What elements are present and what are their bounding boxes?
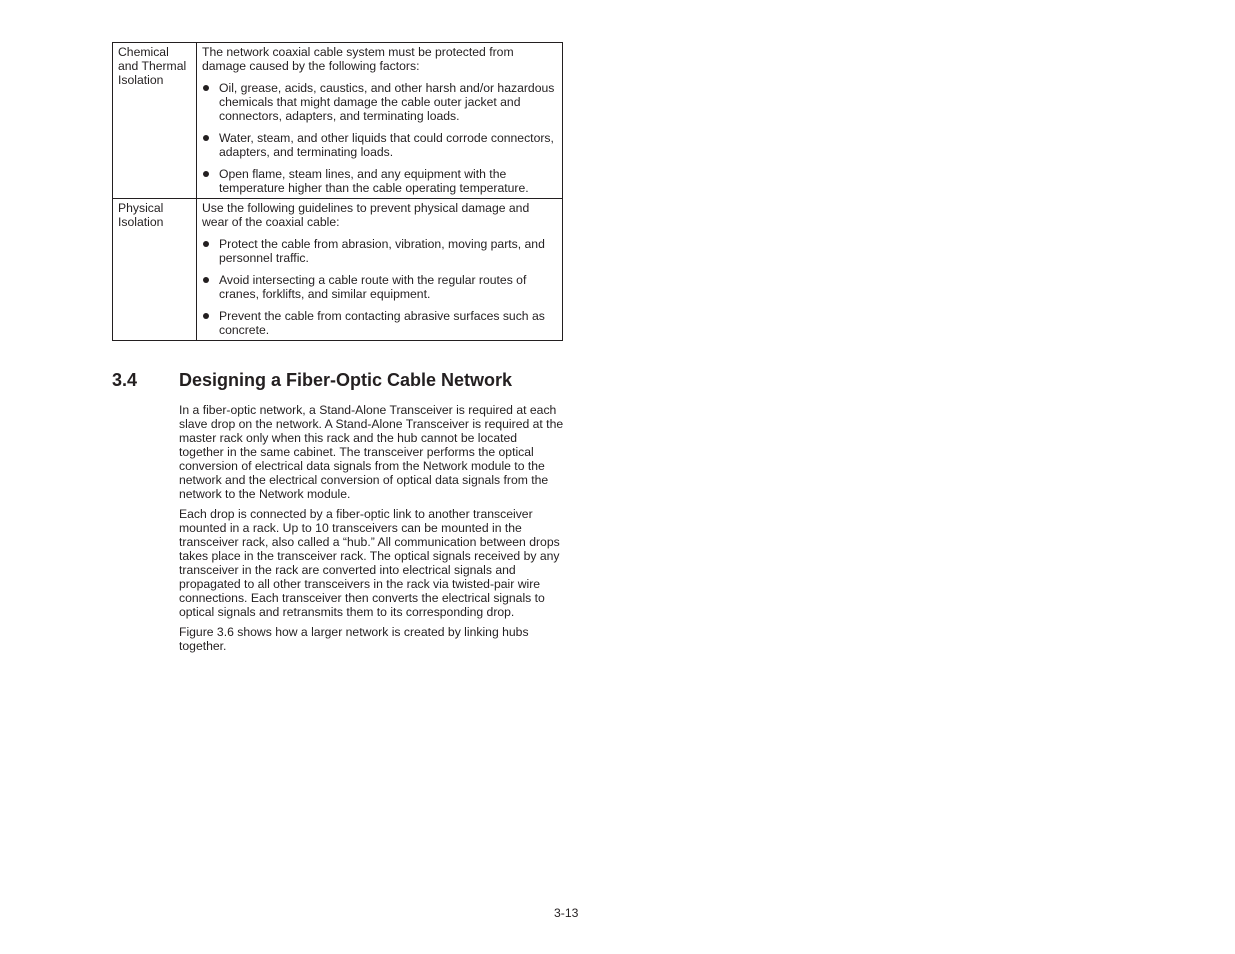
bullet-text: Open flame, steam lines, and any equipment with the temperature higher than the cable operating temperature. bbox=[219, 167, 529, 195]
bullet-text: Water, steam, and other liquids that could corrode connectors, adapters, and terminating loads. bbox=[219, 131, 554, 159]
bullet-text: Prevent the cable from contacting abrasive surfaces such as concrete. bbox=[219, 309, 545, 337]
bullet-icon bbox=[203, 241, 209, 247]
paragraph: In a fiber-optic network, a Stand-Alone Transceiver is required at each slave drop on the network. A Stand-Alone Transceiver is required at the master rack only when this rack and the hub cannot be located together in the same cabinet. The transceiver performs the optical conversion of electrical data signals from the Network module to the network and the electrical conversion of optical data signals from the network to the Network module. bbox=[179, 403, 564, 501]
bullet-icon bbox=[203, 277, 209, 283]
row-label-chemical-thermal: Chemical and Thermal Isolation bbox=[113, 43, 197, 199]
bullet-icon bbox=[203, 313, 209, 319]
bullet-item bbox=[202, 167, 556, 195]
bullet-item bbox=[202, 237, 556, 265]
bullet-item bbox=[202, 309, 556, 337]
bullet-icon bbox=[203, 85, 209, 91]
page-number: 3-13 bbox=[554, 906, 579, 920]
bullet-text: Avoid intersecting a cable route with the regular routes of cranes, forklifts, and similar equipment. bbox=[219, 273, 527, 301]
row-content-chemical-thermal bbox=[197, 43, 563, 199]
bullet-item bbox=[202, 273, 556, 301]
paragraph: Figure 3.6 shows how a larger network is created by linking hubs together. bbox=[179, 625, 529, 653]
table-row-chemical-thermal bbox=[113, 43, 563, 199]
bullet-icon bbox=[203, 135, 209, 141]
bullet-item bbox=[202, 81, 556, 123]
bullet-text: Protect the cable from abrasion, vibration, moving parts, and personnel traffic. bbox=[219, 237, 545, 265]
row-content-physical bbox=[197, 199, 563, 341]
isolation-table bbox=[112, 42, 563, 341]
bullet-list-chemical-thermal bbox=[202, 81, 556, 195]
paragraph: Each drop is connected by a fiber-optic link to another transceiver mounted in a rack. Up to 10 transceivers can be mounted in the transceiver rack, also called a “hub.” All communication between drops takes place in the transceiver rack. The optical signals received by any transceiver in the rack are converted into electrical signals and propagated to all other transceivers in the rack via twisted-pair wire connections. Each transceiver then converts the electrical signals to optical signals and retransmits them to its corresponding drop. bbox=[179, 507, 560, 619]
table-row-physical bbox=[113, 199, 563, 341]
section-heading bbox=[112, 369, 512, 391]
section-number: 3.4 bbox=[112, 370, 138, 390]
section-title: Designing a Fiber-Optic Cable Network bbox=[179, 370, 513, 390]
bullet-icon bbox=[203, 171, 209, 177]
bullet-text: Oil, grease, acids, caustics, and other harsh and/or hazardous chemicals that might damage the cable outer jacket and connectors, adapters, and terminating loads. bbox=[219, 81, 555, 123]
row-intro-physical: Use the following guidelines to prevent physical damage and wear of the coaxial cable: bbox=[202, 201, 530, 229]
bullet-item bbox=[202, 131, 556, 159]
bullet-list-physical bbox=[202, 237, 556, 337]
row-intro-chemical-thermal: The network coaxial cable system must be protected from damage caused by the following factors: bbox=[202, 45, 514, 73]
row-label-physical: Physical Isolation bbox=[113, 199, 197, 341]
section-body bbox=[179, 403, 565, 659]
